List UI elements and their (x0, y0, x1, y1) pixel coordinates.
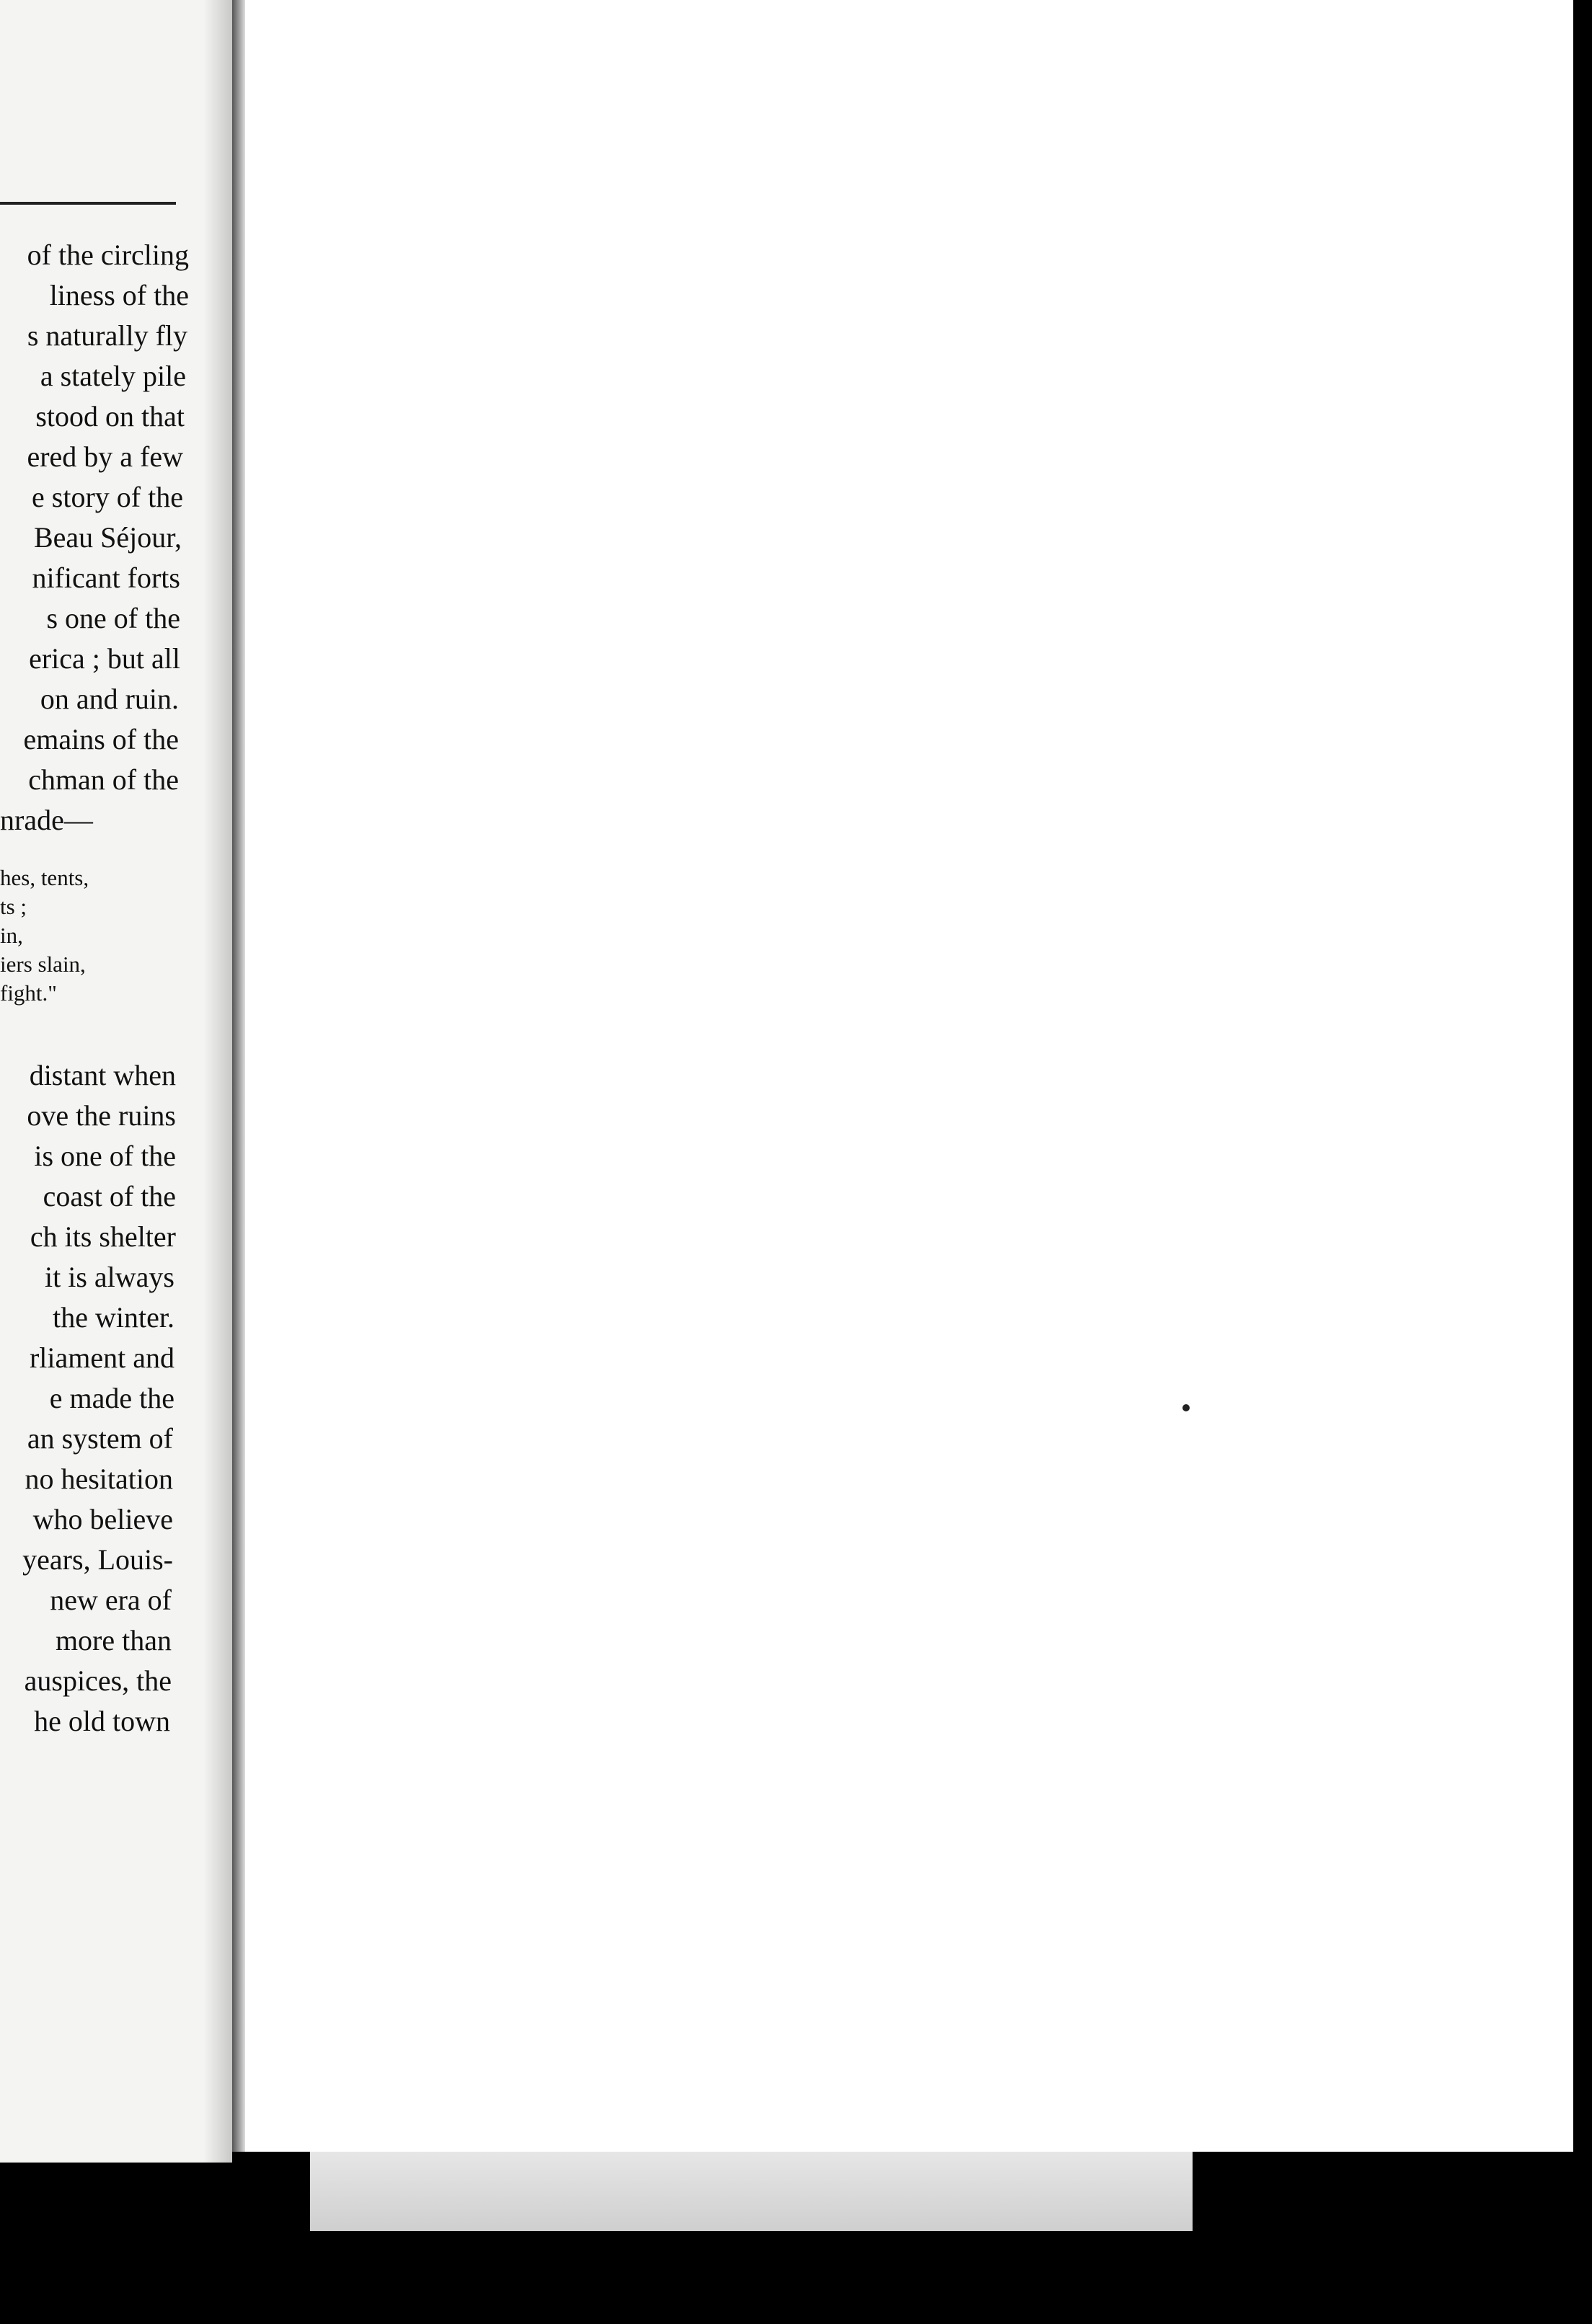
text-line: years, Louis- (22, 1543, 173, 1576)
text-line: liness of the (49, 279, 189, 311)
text-line: s one of the (46, 602, 180, 634)
text-line: distant when (29, 1059, 176, 1091)
text-line: auspices, the (24, 1664, 172, 1697)
left-page (0, 0, 232, 2163)
text-line: ered by a few (27, 440, 183, 473)
text-line: e made the (49, 1382, 174, 1414)
verse-line: in, (0, 923, 23, 948)
text-line: it is always (45, 1261, 174, 1293)
text-line: the winter. (53, 1301, 174, 1334)
header-rule (0, 202, 176, 205)
text-line: an system of (27, 1422, 173, 1455)
text-line: chman of the (28, 763, 179, 796)
text-line: ove the ruins (27, 1099, 176, 1132)
page-gutter (232, 0, 245, 2152)
text-line: more than (55, 1624, 172, 1656)
text-line: e story of the (32, 481, 183, 513)
verse-line: ts ; (0, 894, 27, 919)
text-line: s naturally fly (27, 319, 187, 352)
page-edge-strip (310, 2152, 1193, 2231)
text-line: no hesitation (25, 1463, 173, 1495)
right-page-blank (245, 0, 1573, 2152)
text-line: ch its shelter (30, 1220, 176, 1253)
text-line: Beau Séjour, (33, 521, 182, 554)
text-line: stood on that (35, 400, 185, 433)
text-line: nrade— (0, 804, 93, 836)
text-line: emains of the (23, 723, 179, 755)
text-line: rliament and (29, 1341, 174, 1374)
text-line: is one of the (34, 1140, 176, 1172)
text-line: erica ; but all (29, 642, 180, 675)
text-line: he old town (34, 1705, 170, 1737)
verse-line: iers slain, (0, 952, 86, 977)
verse-line: fight." (0, 980, 57, 1006)
scan-speck (1182, 1404, 1190, 1411)
text-line: a stately pile (40, 360, 186, 392)
text-line: of the circling (27, 239, 189, 271)
text-line: coast of the (43, 1180, 176, 1212)
verse-line: hes, tents, (0, 865, 89, 890)
text-line: nificant forts (32, 562, 180, 594)
text-line: on and ruin. (40, 683, 179, 715)
text-line: who believe (32, 1503, 173, 1535)
text-line: new era of (50, 1584, 172, 1616)
